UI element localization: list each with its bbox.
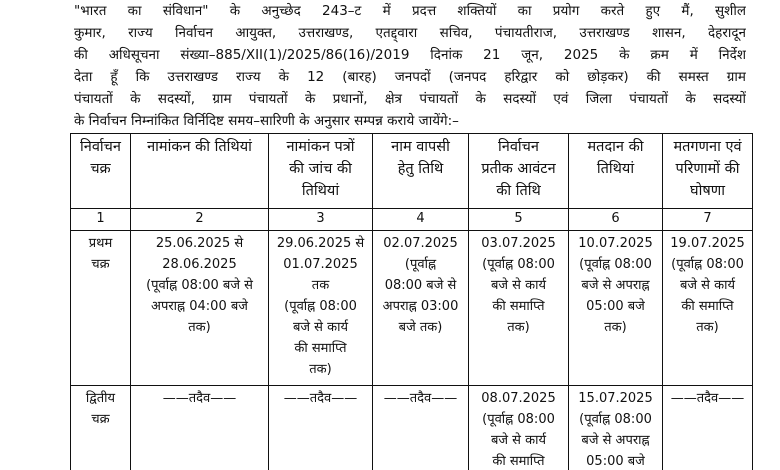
- intro-line: की अधिसूचना संख्या–885/XII(1)/2025/86(16)/2019 दिनांक 21 जून, 2025 के क्रम में निर्देश: [74, 47, 746, 63]
- column-number: 3: [269, 209, 373, 231]
- header-counting-results: मतगणना एवं परिणामों की घोषणा: [663, 134, 753, 209]
- table-cell: 08.07.2025 (पूर्वाह्न 08:00 बजे से कार्य की समाप्ति: [469, 386, 569, 470]
- header-scrutiny-dates: नामांकन पत्रों की जांच की तिथियां: [269, 134, 373, 209]
- table-row: [71, 386, 753, 470]
- intro-line: के निर्वाचन निम्नांकित विर्निदिष्ट समय–सारिणी के अनुसार सम्पन्न कराये जायेंगे:–: [74, 113, 459, 129]
- table-row: [71, 231, 753, 386]
- table-cell: ——तदैव——: [663, 386, 753, 470]
- election-schedule-table: [70, 133, 753, 470]
- header-withdrawal-date: नाम वापसी हेतु तिथि: [373, 134, 469, 209]
- table-cell: ——तदैव——: [131, 386, 269, 470]
- intro-paragraph: [74, 0, 746, 132]
- intro-line: देता हूँ कि उत्तराखण्ड राज्य के 12 (बारह) जनपदों (जनपद हरिद्वार को छोड़कर) की समस्त ग्राम: [74, 69, 746, 85]
- column-number: 2: [131, 209, 269, 231]
- cycle-cell: द्वितीय चक्र: [71, 386, 131, 470]
- table-cell: 19.07.2025 (पूर्वाह्न 08:00 बजे से कार्य की समाप्ति तक): [663, 231, 753, 386]
- table-cell: ——तदैव——: [269, 386, 373, 470]
- table-cell: 02.07.2025 (पूर्वाह्न 08:00 बजे से अपराह्न 03:00 बजे तक): [373, 231, 469, 386]
- column-number: 7: [663, 209, 753, 231]
- header-symbol-allotment-date: निर्वाचन प्रतीक आवंटन की तिथि: [469, 134, 569, 209]
- header-cycle: निर्वाचन चक्र: [71, 134, 131, 209]
- column-number: 5: [469, 209, 569, 231]
- intro-line: कुमार, राज्य निर्वाचन आयुक्त, उत्तराखण्ड, एतद्द्वारा सचिव, पंचायतीराज, उत्तराखण्ड शासन, देहरादून: [74, 25, 746, 41]
- table-header-row: [71, 134, 753, 209]
- header-nomination-dates: नामांकन की तिथियां: [131, 134, 269, 209]
- column-number: 4: [373, 209, 469, 231]
- table-cell: 15.07.2025 (पूर्वाह्न 08:00 बजे से अपराह्न 05:00 बजे: [569, 386, 663, 470]
- cycle-cell: प्रथम चक्र: [71, 231, 131, 386]
- table-cell: 25.06.2025 से 28.06.2025 (पूर्वाह्न 08:00 बजे से अपराह्न 04:00 बजे तक): [131, 231, 269, 386]
- table-cell: ——तदैव——: [373, 386, 469, 470]
- header-polling-dates: मतदान की तिथियां: [569, 134, 663, 209]
- table-cell: 10.07.2025 (पूर्वाह्न 08:00 बजे से अपराह्न 05:00 बजे तक): [569, 231, 663, 386]
- table-number-row: [71, 209, 753, 231]
- column-number: 1: [71, 209, 131, 231]
- intro-line: "भारत का संविधान" के अनुच्छेद 243–ट में प्रदत्त शक्तियों का प्रयोग करते हुए मैं, सुशील: [74, 3, 746, 19]
- table-cell: 29.06.2025 से 01.07.2025 तक (पूर्वाह्न 08:00 बजे से कार्य की समाप्ति तक): [269, 231, 373, 386]
- intro-line: पंचायतों के सदस्यों, ग्राम पंचायतों के प्रधानों, क्षेत्र पंचायतों के सदस्यों एवं जिला पंचायतों के सदस्यों: [74, 91, 746, 107]
- table-cell: 03.07.2025 (पूर्वाह्न 08:00 बजे से कार्य की समाप्ति तक): [469, 231, 569, 386]
- column-number: 6: [569, 209, 663, 231]
